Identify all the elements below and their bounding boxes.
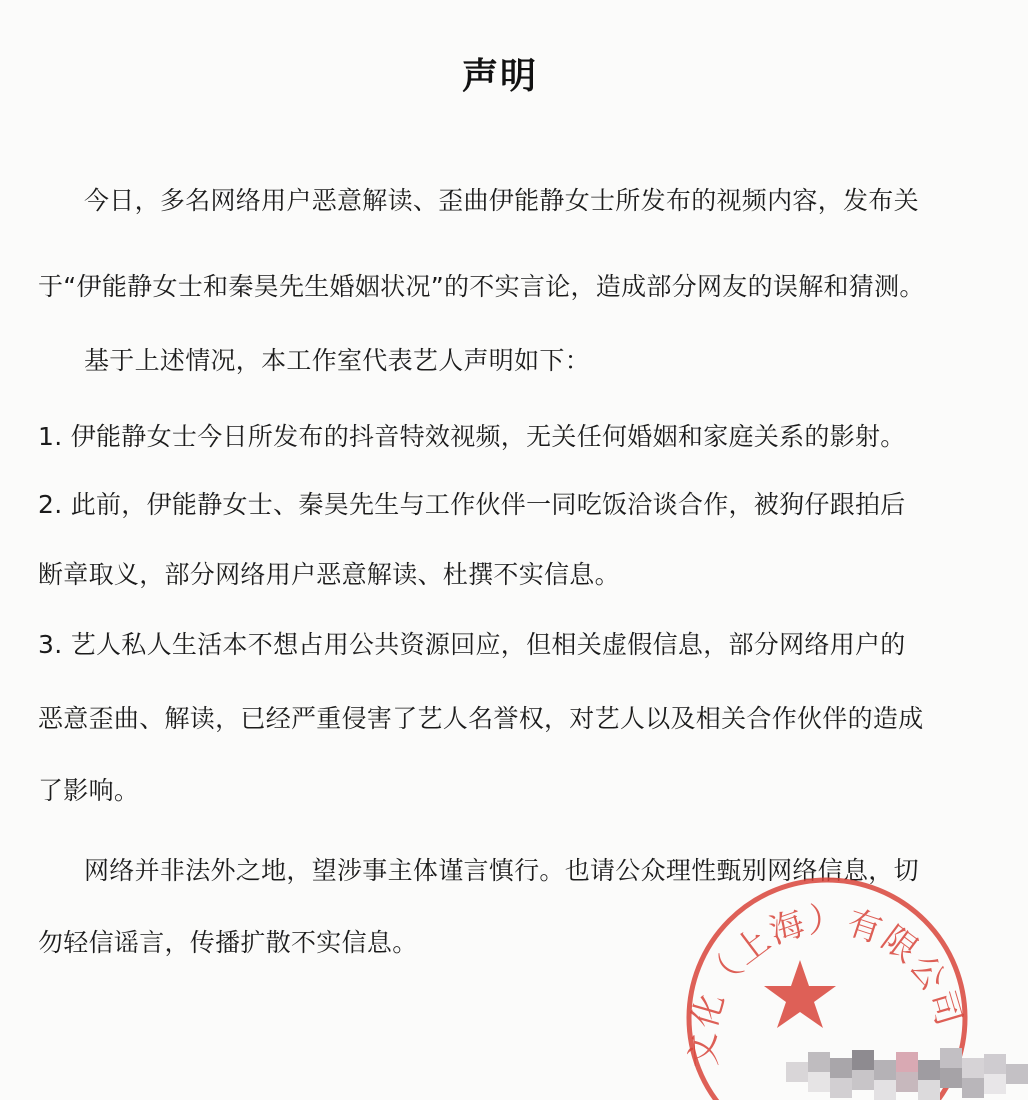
paragraph-1-line-1: 今日，多名网络用户恶意解读、歪曲伊能静女士所发布的视频内容，发布关 [84, 186, 919, 215]
item-2-line-2: 断章取义，部分网络用户恶意解读、杜撰不实信息。 [38, 560, 620, 589]
item-3-line-1: 3. 艺人私人生活本不想占用公共资源回应，但相关虚假信息，部分网络用户的 [38, 630, 906, 659]
closing-line-2: 勿轻信谣言，传播扩散不实信息。 [38, 928, 418, 957]
item-2-line-1: 2. 此前，伊能静女士、秦昊先生与工作伙伴一同吃饭洽谈合作，被狗仔跟拍后 [38, 490, 906, 519]
item-3-line-2: 恶意歪曲、解读，已经严重侵害了艺人名誉权，对艺人以及相关合作伙伴的造成 [38, 704, 924, 733]
closing-line-1: 网络并非法外之地，望涉事主体谨言慎行。也请公众理性甄别网络信息，切 [84, 856, 919, 885]
paragraph-1-line-2: 于“伊能静女士和秦昊先生婚姻状况”的不实言论，造成部分网友的误解和猜测。 [38, 272, 925, 301]
blurred-watermark [786, 1040, 1028, 1100]
item-1: 1. 伊能静女士今日所发布的抖音特效视频，无关任何婚姻和家庭关系的影射。 [38, 422, 906, 451]
item-3-line-3: 了影响。 [38, 776, 140, 805]
paragraph-2: 基于上述情况，本工作室代表艺人声明如下： [84, 346, 591, 375]
document-title: 声明 [461, 56, 538, 97]
svg-text:文化（上海）有限公司: 文化（上海）有限公司 [683, 900, 970, 1068]
